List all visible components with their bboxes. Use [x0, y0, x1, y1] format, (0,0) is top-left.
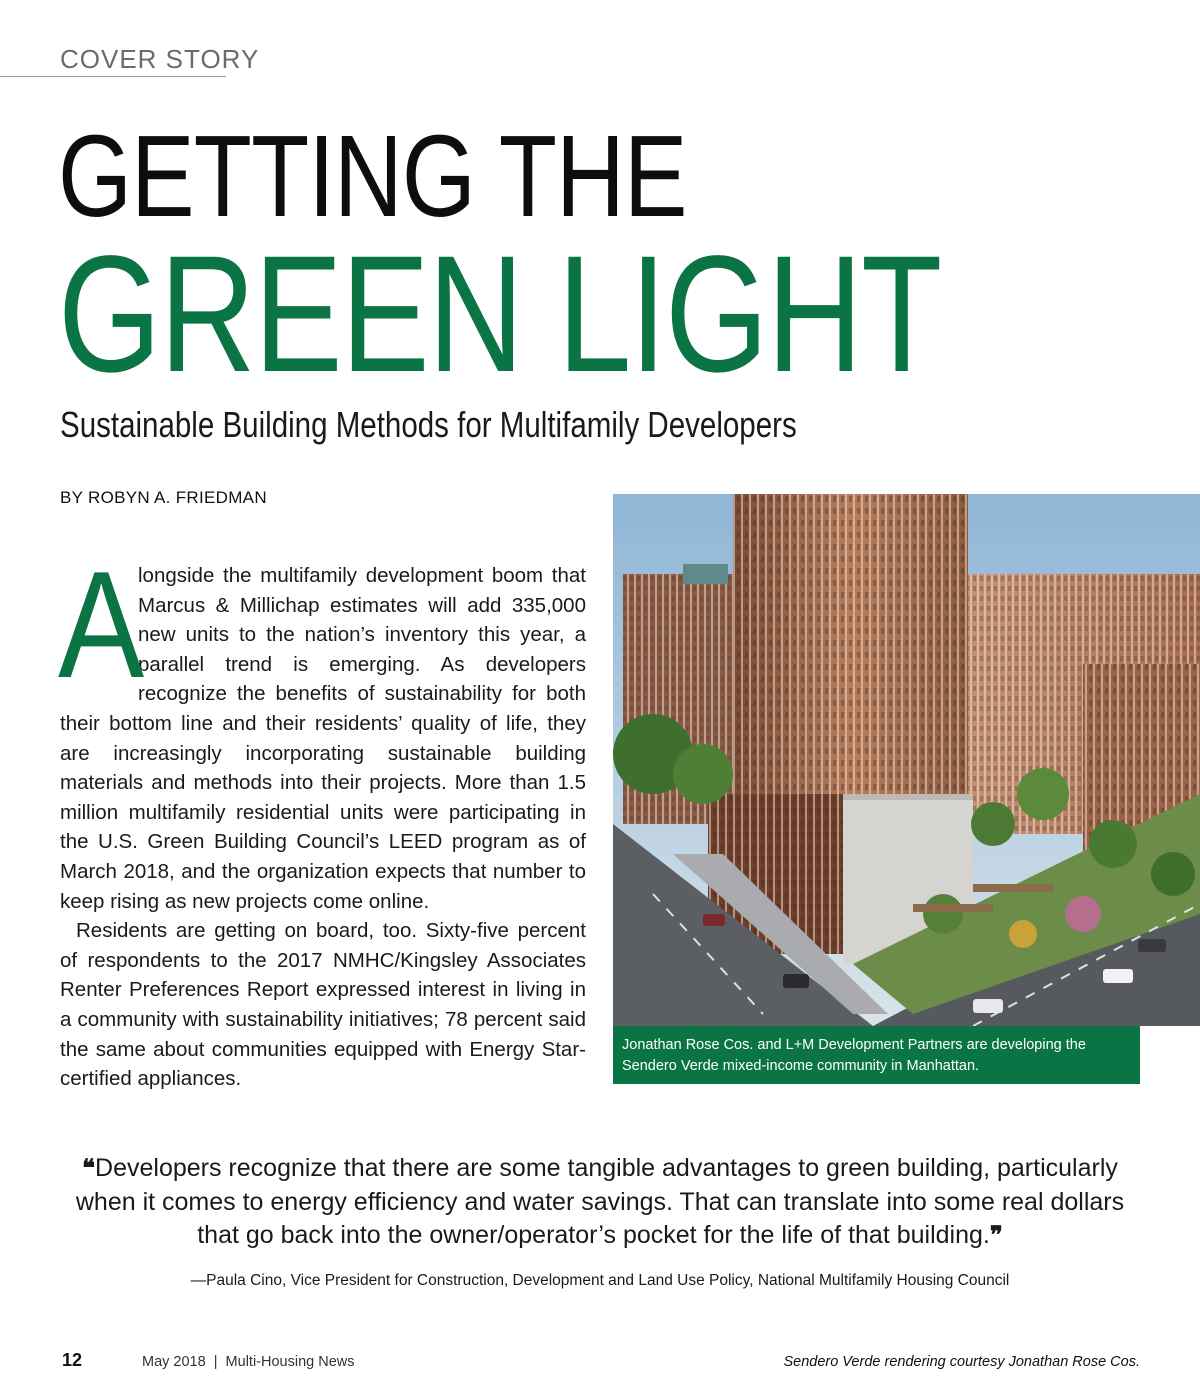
- pull-quote: [60, 1152, 1140, 1253]
- section-rule: [0, 76, 226, 77]
- body-paragraph-2: Residents are getting on board, too. Sixty-five percent of respondents to the 2017 NMHC/Kingsley Associates Renter Preferences Report expressed interest in living in a community with sustainability initiatives; 78 percent said the same about communities equipped with Energy Star-certified appliances.: [60, 919, 586, 1091]
- photo-caption: Jonathan Rose Cos. and L+M Development Partners are developing the Sendero Verde mixed-income community in Manhattan.: [613, 1026, 1140, 1084]
- section-label: COVER STORY: [60, 44, 260, 74]
- headline-line-2: GREEN LIGHT: [58, 222, 941, 407]
- publication-footer: May 2018 | Multi-Housing News: [142, 1354, 355, 1370]
- subheadline: Sustainable Building Methods for Multifamily Developers: [60, 404, 797, 445]
- pull-quote-text: Developers recognize that there are some tangible advantages to green building, particularly when it comes to energy efficiency and water savings. That can translate into some real dollars that go back into the owner/operator’s pocket for the life of that building.: [75, 1154, 1125, 1249]
- body-paragraph-1: [58, 540, 586, 916]
- article-body: [58, 540, 586, 1094]
- pull-quote-attribution: —Paula Cino, Vice President for Construction, Development and Land Use Policy, National Multifamily Housing Council: [190, 1272, 1010, 1289]
- open-quote-mark: ❝: [82, 1155, 96, 1182]
- drop-cap: A: [58, 540, 145, 710]
- page-number: 12: [62, 1350, 83, 1370]
- body-paragraph-1-text: longside the multifamily development boom that Marcus & Millichap estimates will add 335,000 new units to the nation’s inventory this year, a parallel trend is emerging. As developers recognize the benefits of sustainability for both their bottom line and their residents’ quality of life, they are increasingly incorporating sustainable building materials and methods into their projects. More than 1.5 million multifamily residential units were participating in the U.S. Green Building Council’s LEED program as of March 2018, and the organization expects that number to keep rising as new projects come online.: [60, 564, 586, 913]
- byline: BY ROBYN A. FRIEDMAN: [60, 488, 267, 507]
- headline-line-1: GETTING THE: [58, 111, 687, 241]
- photo-credit: Sendero Verde rendering courtesy Jonathan Rose Cos.: [783, 1354, 1140, 1370]
- building-rendering-image: [613, 494, 1200, 1026]
- close-quote-mark: ❞: [989, 1222, 1003, 1249]
